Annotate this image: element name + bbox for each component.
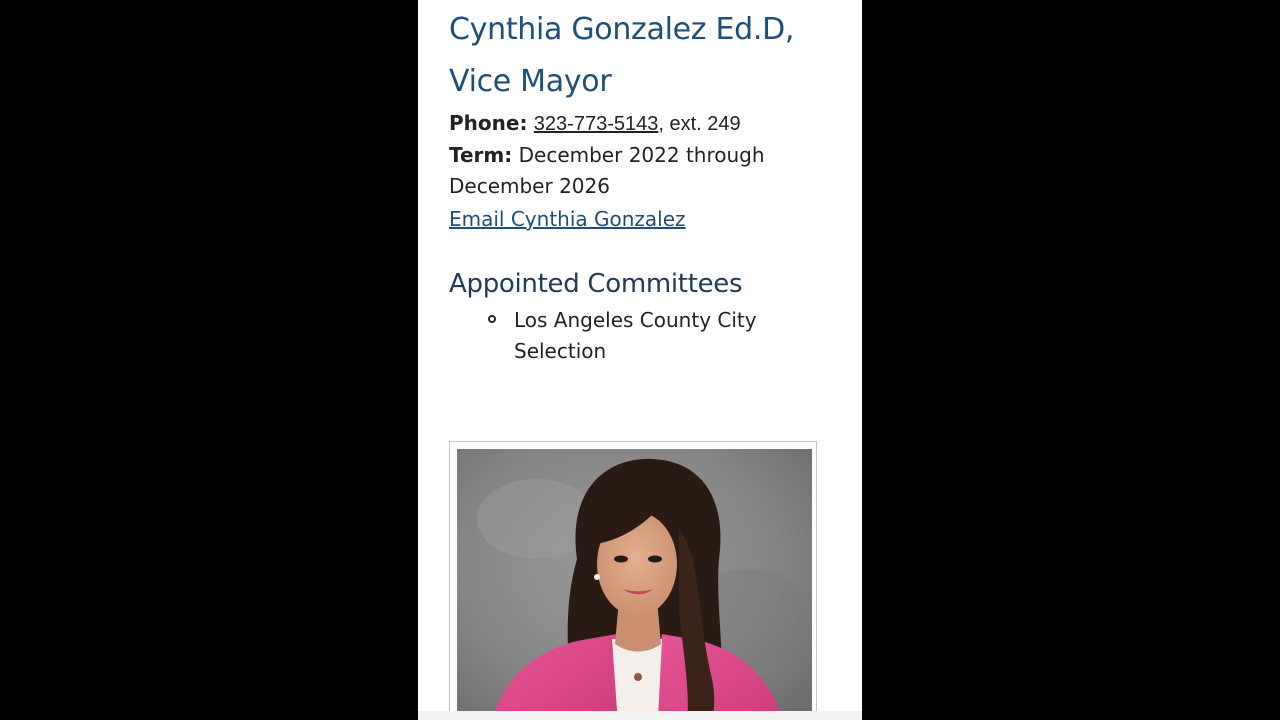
- committee-name: Los Angeles County City Selection: [514, 308, 757, 363]
- email-line: [449, 204, 849, 235]
- email-link[interactable]: Email Cynthia Gonzalez: [449, 207, 686, 231]
- profile-name: Cynthia Gonzalez Ed.D,: [449, 12, 795, 47]
- portrait-photo: [457, 449, 812, 720]
- hollow-circle-bullet-icon: [488, 315, 496, 323]
- phone-line: [449, 108, 849, 140]
- profile-name-title: [449, 4, 849, 108]
- portrait-photo-frame: [449, 441, 817, 720]
- portrait-image: [457, 449, 812, 720]
- term-label: Term:: [449, 143, 513, 167]
- committee-list: [449, 305, 849, 367]
- list-item: [449, 305, 774, 367]
- term-value: December 2022 through December 2026: [449, 143, 765, 198]
- profile-position: Vice Mayor: [449, 64, 612, 99]
- committees-heading: Appointed Committees: [449, 269, 743, 299]
- term-line: [449, 140, 789, 202]
- phone-extension: , ext. 249: [658, 113, 741, 135]
- profile-page: [418, 0, 862, 720]
- phone-link[interactable]: 323-773-5143: [533, 113, 659, 135]
- bottom-bar: [418, 711, 862, 720]
- phone-label: Phone:: [449, 111, 528, 135]
